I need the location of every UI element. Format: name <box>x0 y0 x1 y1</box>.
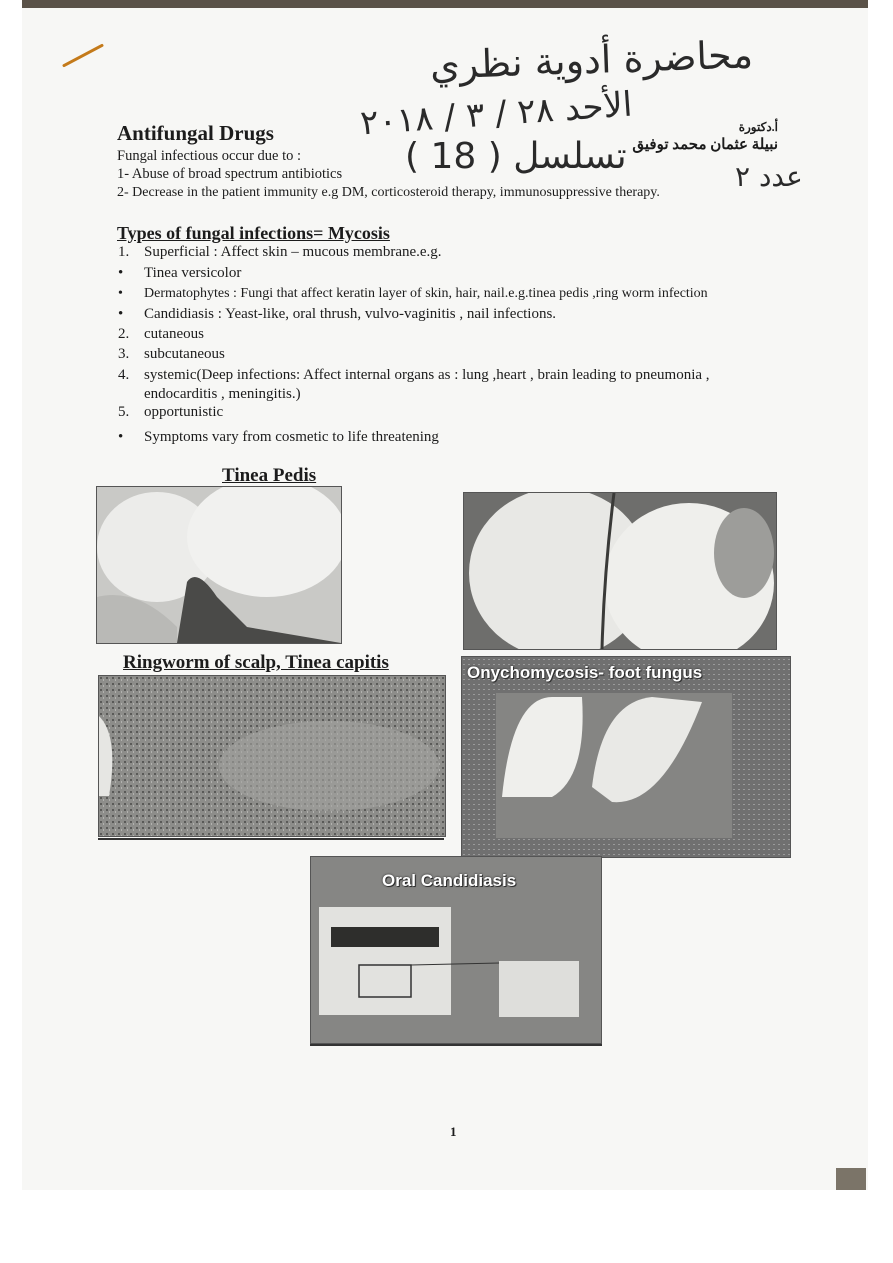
handwritten-date: الأحد ٢٨ / ٣ / ٢٠١٨ <box>358 84 634 144</box>
figure-rule <box>310 1044 602 1046</box>
doctor-stamp <box>628 118 778 154</box>
photo-tinea-pedis-1 <box>96 486 342 644</box>
list-item: endocarditis , meningitis.) <box>144 386 301 402</box>
doctor-title: أ.دكتورة <box>738 120 778 134</box>
caption-tinea-capitis: Ringworm of scalp, Tinea capitis <box>123 652 389 673</box>
list-item: 5. opportunistic <box>118 404 224 420</box>
caption-tinea-pedis: Tinea Pedis <box>222 465 317 486</box>
list-item: • Tinea versicolor <box>118 265 242 281</box>
list-item: 3. subcutaneous <box>118 346 225 362</box>
scan-top-edge <box>22 0 868 8</box>
foot-illustration <box>97 487 341 643</box>
scalp-illustration <box>99 676 445 836</box>
doc-title: Antifungal Drugs <box>117 121 274 145</box>
photo-tinea-pedis-2 <box>463 492 777 650</box>
list-item: • Dermatophytes : Fungi that affect keratin layer of skin, hair, nail.e.g.tinea pedis ,ring worm infection <box>118 286 708 301</box>
scan-corner <box>836 1168 866 1190</box>
caption-onychomycosis: Onychomycosis- foot fungus <box>467 663 703 682</box>
handwritten-count: عدد ٢ <box>735 160 803 193</box>
page-number: 1 <box>450 1124 457 1139</box>
types-title: Types of fungal infections= Mycosis <box>117 223 390 243</box>
list-item: 1. Superficial : Affect skin – mucous membrane.e.g. <box>118 244 442 260</box>
handwritten-title: محاضرة أدوية نظري <box>429 32 754 88</box>
list-item: 2. cutaneous <box>118 326 204 342</box>
intro-line: Fungal infectious occur due to : <box>117 148 302 164</box>
photo-onychomycosis <box>461 656 791 858</box>
figure-rule <box>98 838 444 840</box>
cause-2: 2- Decrease in the patient immunity e.g DM, corticosteroid therapy, immunosuppressive therapy. <box>117 185 660 200</box>
list-item: • Candidiasis : Yeast-like, oral thrush, vulvo-vaginitis , nail infections. <box>118 306 557 322</box>
photo-tinea-capitis <box>98 675 446 837</box>
toes-illustration <box>464 493 776 649</box>
cause-1: 1- Abuse of broad spectrum antibiotics <box>117 166 343 182</box>
list-item: 4. systemic(Deep infections: Affect internal organs as : lung ,heart , brain leading to pneumonia , <box>118 367 710 383</box>
caption-oral-candidiasis: Oral Candidiasis <box>382 871 517 890</box>
doctor-name: نبيلة عثمان محمد توفيق <box>632 137 778 153</box>
nail-illustration <box>462 657 790 857</box>
handwritten-serial: تسلسل ( 18 ) <box>405 136 627 177</box>
list-item: • Symptoms vary from cosmetic to life threatening <box>118 429 439 445</box>
